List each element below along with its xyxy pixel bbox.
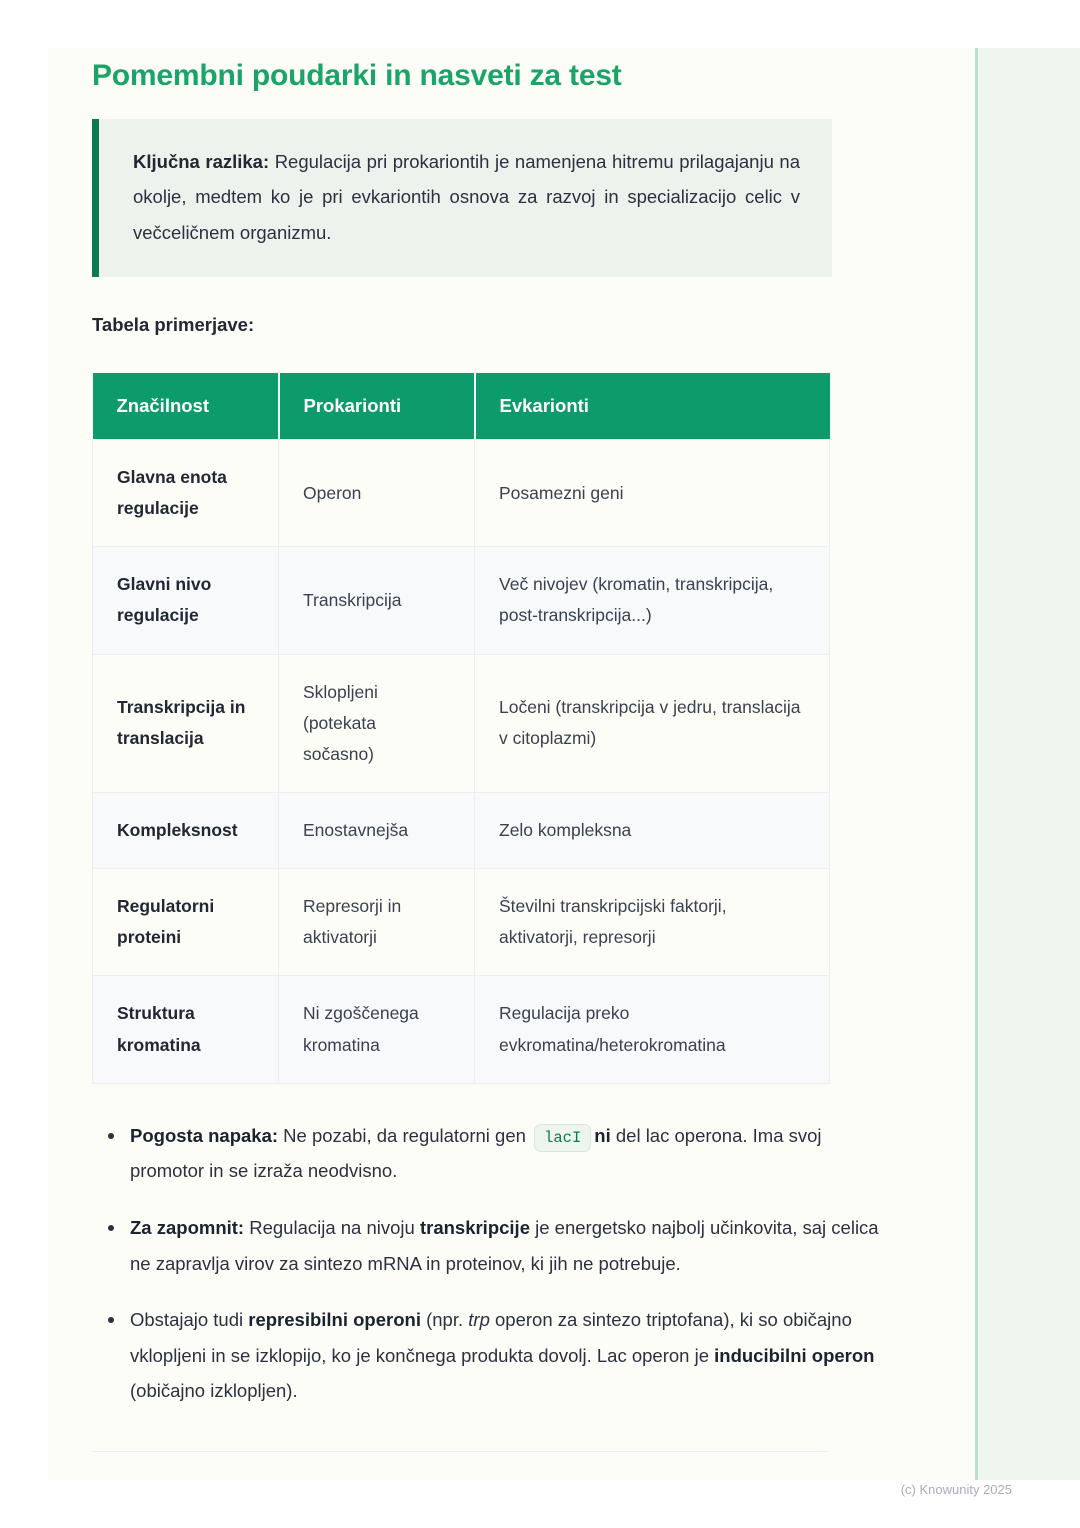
cell-eukaryotes: Posamezni geni (475, 440, 830, 547)
note-lead: Pogosta napaka: (130, 1124, 279, 1146)
right-side-panel (975, 48, 1080, 1480)
list-item (130, 1210, 882, 1281)
note-text: del lac operona. Ima svoj promotor in se izraža neodvisno. (130, 1124, 822, 1182)
column-header-feature: Značilnost (93, 373, 279, 440)
note-lead: Za zapomnit: (130, 1217, 245, 1238)
cell-feature: Struktura kromatina (93, 976, 279, 1083)
cell-prokaryotes: Operon (279, 440, 475, 547)
cell-prokaryotes: Enostavnejša (279, 793, 475, 869)
note-italic-trp: trp (468, 1309, 490, 1331)
column-header-eukaryotes: Evkarionti (475, 373, 830, 440)
list-item (130, 1118, 882, 1189)
cell-prokaryotes: Sklopljeni (potekata sočasno) (279, 654, 475, 792)
cell-prokaryotes: Represorji in aktivatorji (279, 869, 475, 976)
table-row (93, 654, 830, 792)
table-row (93, 440, 830, 547)
cell-eukaryotes: Ločeni (transkripcija v jedru, translacija v citoplazmi) (475, 654, 830, 792)
note-emphasis: transkripcije (419, 1217, 530, 1238)
note-text: Ne pozabi, da regulatorni gen (278, 1124, 532, 1146)
table-row (93, 547, 830, 654)
cell-feature: Glavna enota regulacije (93, 440, 279, 547)
callout-lead: Ključna razlika: (133, 150, 270, 172)
table-header-row (93, 373, 830, 440)
cell-feature: Regulatorni proteini (93, 869, 279, 976)
cell-feature: Kompleksnost (93, 793, 279, 869)
table-row (93, 869, 830, 976)
cell-feature: Glavni nivo regulacije (93, 547, 279, 654)
note-text: Obstajajo tudi (130, 1309, 249, 1331)
list-item (130, 1302, 882, 1409)
note-text: operon za sintezo triptofana), ki so običajno vklopljeni in se izklopijo, ko je končnega produkta dovolj. Lac operon je (130, 1309, 852, 1366)
cell-eukaryotes: Številni transkripcijski faktorji, aktivatorji, represorji (475, 869, 830, 976)
key-difference-callout (92, 119, 832, 278)
note-text: je energetsko najbolj učinkovita, saj celica ne zapravlja virov za sintezo mRNA in proteinov, ki jih ne potrebuje. (130, 1217, 879, 1274)
document-page (48, 48, 1080, 1497)
cell-eukaryotes: Regulacija preko evkromatina/heterokromatina (475, 976, 830, 1083)
cell-eukaryotes: Zelo kompleksna (475, 793, 830, 869)
note-emphasis: ni (594, 1124, 611, 1146)
note-text: (običajno izklopljen). (130, 1380, 298, 1402)
table-label: Tabela primerjave: (92, 314, 255, 336)
footer-copyright: (c) Knowunity 2025 (900, 1481, 1012, 1497)
callout-text (133, 144, 800, 251)
column-header-prokaryotes: Prokarionti (279, 373, 475, 440)
footer-divider (92, 1451, 829, 1452)
cell-feature: Transkripcija in translacija (93, 654, 279, 792)
callout-body: Regulacija pri prokariontih je namenjena hitremu prilagajanju na okolje, medtem ko je pri evkariontih osnova za razvoj in specializacijo celic v večceličnem organizmu. (133, 150, 801, 243)
document-content (92, 48, 1012, 1497)
cell-prokaryotes: Ni zgoščenega kromatina (279, 976, 475, 1083)
table-row (93, 793, 830, 869)
cell-eukaryotes: Več nivojev (kromatin, transkripcija, post-transkripcija...) (475, 547, 830, 654)
note-text: Regulacija na nivoju (244, 1217, 420, 1238)
page-title: Pomembni poudarki in nasveti za test (92, 59, 622, 92)
cell-prokaryotes: Transkripcija (279, 547, 475, 654)
comparison-table (92, 373, 830, 1084)
table-row (93, 976, 830, 1083)
note-emphasis: inducibilni operon (714, 1344, 875, 1366)
note-text: (npr. (420, 1309, 469, 1331)
code-chip-laci: lacI (534, 1124, 591, 1152)
notes-list (92, 1118, 882, 1409)
note-emphasis: represibilni operoni (248, 1309, 421, 1331)
